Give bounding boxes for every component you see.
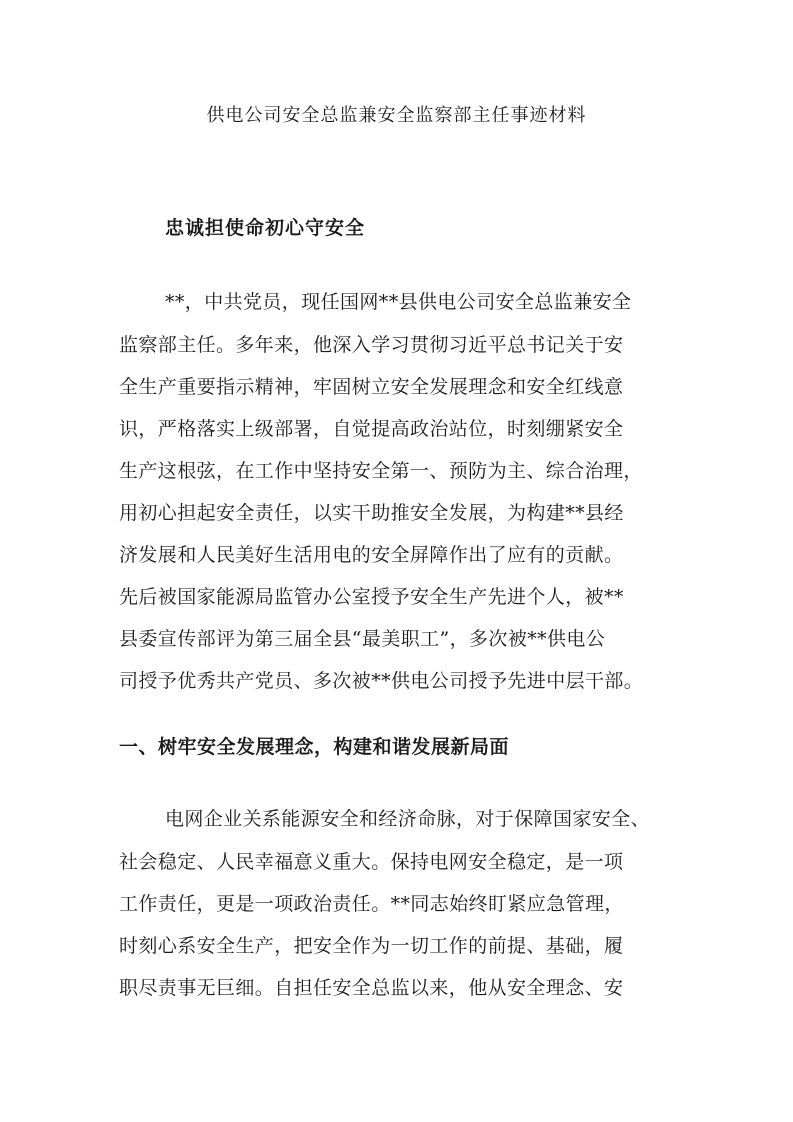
section-line: 社会稳定、人民幸福意义重大。保持电网安全稳定，是一项 (119, 851, 624, 873)
intro-line: 全生产重要指示精神，牢固树立安全发展理念和安全红线意 (119, 376, 624, 398)
section-heading: 一、树牢安全发展理念，构建和谐发展新局面 (119, 736, 510, 758)
intro-line: 济发展和人民美好生活用电的安全屏障作出了应有的贡献。 (119, 544, 624, 566)
section-line: 电网企业关系能源安全和经济命脉，对于保障国家安全、 (165, 808, 651, 830)
intro-line: 司授予优秀共产党员、多次被**供电公司授予先进中层干部。 (119, 670, 644, 692)
intro-line: 生产这根弦，在工作中坚持安全第一、预防为主、综合治理， (119, 460, 643, 482)
intro-line: 识，严格落实上级部署，自觉提高政治站位，时刻绷紧安全 (119, 418, 624, 440)
intro-line: 用初心担起安全责任，以实干助推安全发展，为构建**县经 (119, 502, 624, 524)
intro-line: 县委宣传部评为第三届全县“最美职工”，多次被**供电公 (119, 628, 606, 650)
document-subtitle: 忠诚担使命初心守安全 (165, 217, 366, 239)
intro-line: 监察部主任。多年来，他深入学习贯彻习近平总书记关于安 (119, 334, 624, 356)
document-title: 供电公司安全总监兼安全监察部主任事迹材料 (206, 105, 587, 126)
section-line: 职尽责事无巨细。自担任安全总监以来，他从安全理念、安 (119, 977, 624, 999)
intro-line: **，中共党员，现任国网**县供电公司安全总监兼安全 (165, 291, 632, 313)
section-line: 工作责任，更是一项政治责任。**同志始终盯紧应急管理， (119, 893, 624, 915)
section-line: 时刻心系安全生产，把安全作为一切工作的前提、基础，履 (119, 935, 624, 957)
intro-line: 先后被国家能源局监管办公室授予安全生产先进个人，被** (119, 586, 624, 608)
